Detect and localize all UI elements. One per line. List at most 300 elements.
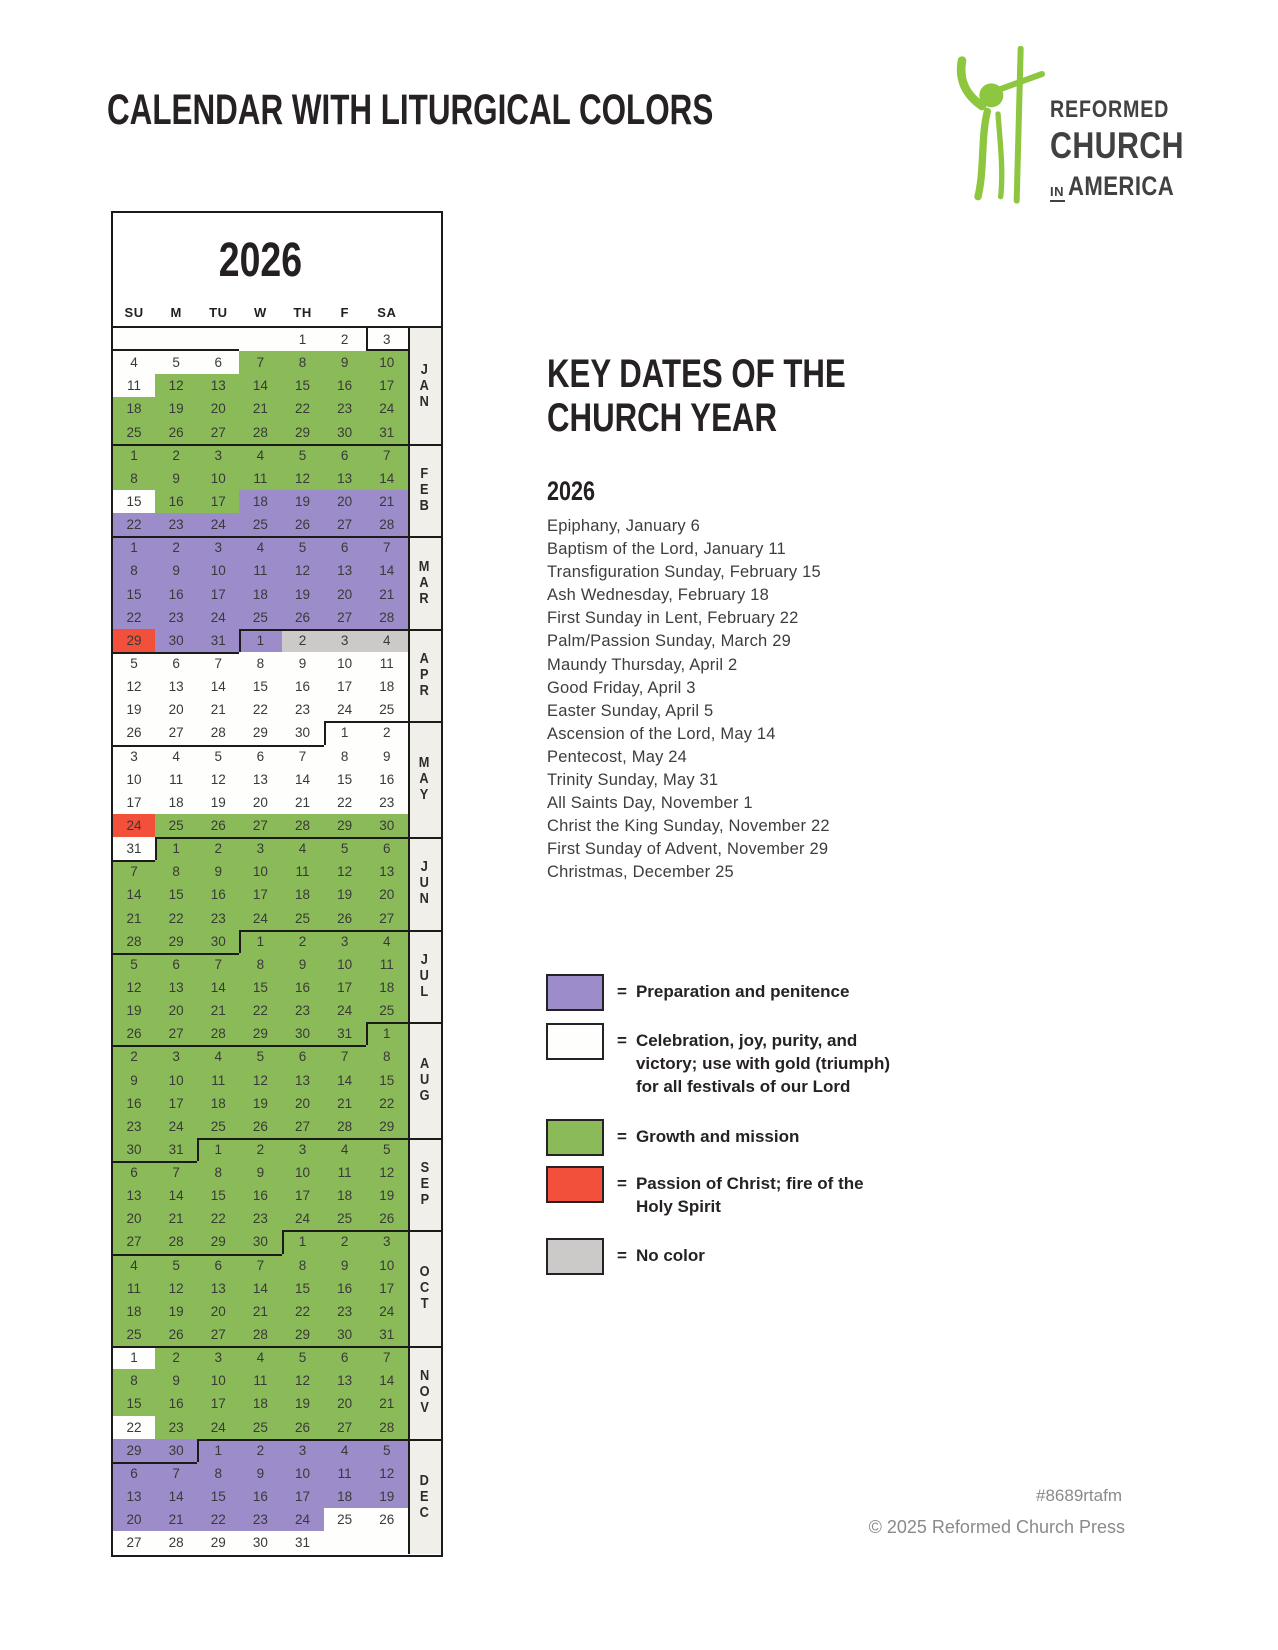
day-cell: 20 <box>282 1092 324 1115</box>
day-cell: 16 <box>324 374 366 397</box>
day-cell: 25 <box>197 1115 239 1138</box>
day-cell: 9 <box>324 1254 366 1277</box>
day-cell: 17 <box>197 583 239 606</box>
day-cell: 24 <box>155 1115 197 1138</box>
day-cell: 23 <box>324 1300 366 1323</box>
day-cell: 14 <box>155 1184 197 1207</box>
day-cell: 14 <box>366 1369 408 1392</box>
day-cell: 20 <box>324 1392 366 1415</box>
day-cell: 15 <box>366 1069 408 1092</box>
day-cell: 17 <box>324 675 366 698</box>
legend-swatch <box>546 1119 604 1156</box>
day-cell: 5 <box>239 1045 281 1068</box>
day-cell: 27 <box>324 513 366 536</box>
liturgical-calendar <box>111 211 443 1557</box>
day-cell: 9 <box>155 559 197 582</box>
day-cell: 27 <box>113 1230 155 1253</box>
day-cell: 20 <box>155 698 197 721</box>
day-cell: 16 <box>155 1392 197 1415</box>
day-cell: 10 <box>197 1369 239 1392</box>
day-cell: 9 <box>324 351 366 374</box>
day-cell: 4 <box>366 930 408 953</box>
day-cell: 25 <box>239 606 281 629</box>
day-cell: 21 <box>366 490 408 513</box>
day-cell: 27 <box>324 1416 366 1439</box>
day-cell: 14 <box>197 675 239 698</box>
day-cell: 21 <box>155 1207 197 1230</box>
day-cell: 25 <box>155 814 197 837</box>
day-cell: 2 <box>155 536 197 559</box>
day-cell: 8 <box>239 953 281 976</box>
day-cell: 14 <box>155 1485 197 1508</box>
day-cell: 1 <box>113 1346 155 1369</box>
day-cell: 18 <box>239 1392 281 1415</box>
day-cell: 31 <box>282 1531 324 1554</box>
day-cell: 4 <box>197 1045 239 1068</box>
day-cell: 5 <box>113 652 155 675</box>
month-label-feb <box>408 444 441 537</box>
day-cell: 26 <box>282 606 324 629</box>
day-cell: 13 <box>324 467 366 490</box>
day-cell: 25 <box>366 999 408 1022</box>
day-cell: 14 <box>197 976 239 999</box>
day-cell: 29 <box>239 1022 281 1045</box>
day-cell: 31 <box>113 837 155 860</box>
month-label-aug <box>408 1022 441 1138</box>
day-cell: 18 <box>155 791 197 814</box>
day-cell: 18 <box>324 1485 366 1508</box>
day-cell: 24 <box>239 907 281 930</box>
day-cell: 6 <box>324 444 366 467</box>
day-cell: 27 <box>113 1531 155 1554</box>
day-cell: 22 <box>113 606 155 629</box>
day-cell: 7 <box>197 953 239 976</box>
day-cell: 6 <box>324 536 366 559</box>
day-cell: 17 <box>366 374 408 397</box>
key-date-item: Christ the King Sunday, November 22 <box>547 817 830 836</box>
day-cell: 14 <box>113 883 155 906</box>
logo-line-church: CHURCH <box>1050 125 1184 166</box>
day-cell: 13 <box>324 1369 366 1392</box>
day-cell: 5 <box>282 536 324 559</box>
legend-item <box>546 1238 890 1275</box>
day-cell: 23 <box>239 1508 281 1531</box>
day-cell: 8 <box>155 860 197 883</box>
legend-label: Celebration, joy, purity, and victory; use with gold (triumph) for all festivals of our Lord <box>635 1031 890 1096</box>
legend-item <box>546 1023 890 1098</box>
day-cell: 30 <box>366 814 408 837</box>
day-cell: 20 <box>324 490 366 513</box>
day-cell: 12 <box>282 1369 324 1392</box>
day-cell: 16 <box>197 883 239 906</box>
key-date-item: Christmas, December 25 <box>547 863 734 882</box>
day-cell: 21 <box>239 1300 281 1323</box>
day-cell: 28 <box>239 1323 281 1346</box>
day-cell: 3 <box>239 837 281 860</box>
day-cell: 30 <box>282 721 324 744</box>
day-cell: 6 <box>113 1462 155 1485</box>
day-cell: 24 <box>197 606 239 629</box>
day-cell: 21 <box>197 999 239 1022</box>
day-cell: 24 <box>366 397 408 420</box>
day-cell: 21 <box>324 1092 366 1115</box>
day-cell: 3 <box>113 745 155 768</box>
day-cell: 12 <box>282 559 324 582</box>
day-cell: 16 <box>239 1184 281 1207</box>
day-cell: 3 <box>324 930 366 953</box>
day-cell: 15 <box>324 768 366 791</box>
day-cell: 14 <box>239 1277 281 1300</box>
legend-equals-sign: = <box>617 1174 627 1193</box>
day-cell: 12 <box>366 1462 408 1485</box>
day-cell: 18 <box>282 883 324 906</box>
key-date-item: Transfiguration Sunday, February 15 <box>547 563 821 582</box>
key-date-item: Pentecost, May 24 <box>547 747 688 766</box>
day-cell: 19 <box>282 583 324 606</box>
day-cell: 4 <box>324 1439 366 1462</box>
day-cell: 29 <box>282 1323 324 1346</box>
day-cell: 28 <box>113 930 155 953</box>
day-cell: 29 <box>197 1230 239 1253</box>
day-cell: 29 <box>282 421 324 444</box>
day-cell: 29 <box>113 629 155 652</box>
key-date-item: Easter Sunday, April 5 <box>547 701 714 720</box>
day-cell: 27 <box>155 721 197 744</box>
day-cell: 17 <box>324 976 366 999</box>
day-cell: 19 <box>282 490 324 513</box>
day-cell: 26 <box>282 1416 324 1439</box>
key-dates-list <box>547 515 987 885</box>
day-cell: 10 <box>155 1069 197 1092</box>
month-label-apr <box>408 629 441 722</box>
day-cell: 9 <box>282 652 324 675</box>
day-cell: 7 <box>239 1254 281 1277</box>
day-cell: 17 <box>366 1277 408 1300</box>
day-cell: 31 <box>197 629 239 652</box>
day-cell: 2 <box>155 1346 197 1369</box>
day-cell: 27 <box>324 606 366 629</box>
day-cell: 2 <box>197 837 239 860</box>
dow-label-sa: SA <box>377 304 397 320</box>
month-label-text: O C T <box>419 1264 430 1313</box>
day-cell: 8 <box>366 1045 408 1068</box>
day-cell: 2 <box>324 328 366 351</box>
blank-cell <box>155 328 197 351</box>
day-cell: 1 <box>239 930 281 953</box>
day-cell: 9 <box>239 1161 281 1184</box>
day-cell: 23 <box>155 1416 197 1439</box>
day-cell: 12 <box>155 1277 197 1300</box>
day-cell: 5 <box>282 1346 324 1369</box>
day-cell: 11 <box>197 1069 239 1092</box>
month-label-text: M A Y <box>419 755 430 804</box>
day-cell: 10 <box>324 953 366 976</box>
day-cell: 24 <box>324 999 366 1022</box>
day-cell: 28 <box>366 513 408 536</box>
day-cell: 18 <box>113 1300 155 1323</box>
day-cell: 8 <box>324 745 366 768</box>
day-cell: 28 <box>239 421 281 444</box>
legend-equals-sign: = <box>617 1031 627 1050</box>
day-cell: 5 <box>366 1439 408 1462</box>
day-cell: 13 <box>366 860 408 883</box>
day-cell: 5 <box>113 953 155 976</box>
day-cell: 30 <box>155 1439 197 1462</box>
day-cell: 2 <box>282 629 324 652</box>
day-cell: 12 <box>155 374 197 397</box>
key-date-item: Ascension of the Lord, May 14 <box>547 724 776 743</box>
day-cell: 16 <box>282 675 324 698</box>
day-cell: 15 <box>197 1485 239 1508</box>
day-cell: 6 <box>155 953 197 976</box>
legend-label: Preparation and penitence <box>635 982 850 1001</box>
day-cell: 1 <box>113 536 155 559</box>
day-cell: 21 <box>282 791 324 814</box>
key-dates-year: 2026 <box>547 476 596 506</box>
day-cell: 7 <box>324 1045 366 1068</box>
day-cell: 26 <box>366 1207 408 1230</box>
day-cell: 11 <box>113 374 155 397</box>
day-cell: 15 <box>239 675 281 698</box>
day-cell: 9 <box>197 860 239 883</box>
day-cell: 11 <box>113 1277 155 1300</box>
day-cell: 26 <box>155 1323 197 1346</box>
day-cell: 20 <box>155 999 197 1022</box>
day-cell: 30 <box>239 1531 281 1554</box>
day-cell: 26 <box>113 721 155 744</box>
day-cell: 7 <box>366 1346 408 1369</box>
day-cell: 3 <box>197 1346 239 1369</box>
month-label-text: D E C <box>419 1472 429 1521</box>
rca-logo <box>948 46 1198 206</box>
day-cell: 4 <box>239 536 281 559</box>
day-cell: 29 <box>366 1115 408 1138</box>
day-cell: 27 <box>366 907 408 930</box>
day-cell: 11 <box>366 953 408 976</box>
day-cell: 11 <box>239 1369 281 1392</box>
day-cell: 14 <box>282 768 324 791</box>
month-label-text: J U N <box>419 859 429 908</box>
day-cell: 2 <box>324 1230 366 1253</box>
item-code: #8689rtafm <box>1036 1486 1122 1505</box>
day-cell: 24 <box>197 513 239 536</box>
blank-cell <box>113 328 155 351</box>
month-label-text: N O V <box>419 1368 430 1417</box>
day-cell: 29 <box>113 1439 155 1462</box>
day-cell: 12 <box>197 768 239 791</box>
day-cell: 22 <box>113 1416 155 1439</box>
day-cell: 13 <box>239 768 281 791</box>
month-label-text: A U G <box>419 1056 430 1105</box>
legend-label: Passion of Christ; fire of the Holy Spirit <box>635 1174 864 1216</box>
day-cell: 6 <box>197 351 239 374</box>
day-cell: 10 <box>324 652 366 675</box>
day-cell: 22 <box>282 397 324 420</box>
day-cell: 28 <box>155 1230 197 1253</box>
day-cell: 24 <box>366 1300 408 1323</box>
day-cell: 25 <box>113 421 155 444</box>
day-cell: 5 <box>282 444 324 467</box>
day-cell: 13 <box>113 1184 155 1207</box>
day-cell: 6 <box>239 745 281 768</box>
day-cell: 8 <box>197 1462 239 1485</box>
day-cell: 7 <box>239 351 281 374</box>
month-label-sep <box>408 1138 441 1231</box>
day-cell: 3 <box>197 536 239 559</box>
day-cell: 5 <box>324 837 366 860</box>
day-cell: 4 <box>113 1254 155 1277</box>
dow-label-su: SU <box>124 304 144 320</box>
day-cell: 21 <box>197 698 239 721</box>
day-cell: 18 <box>113 397 155 420</box>
day-cell: 11 <box>366 652 408 675</box>
dow-label-w: W <box>254 304 267 320</box>
day-cell: 18 <box>239 583 281 606</box>
day-cell: 8 <box>282 1254 324 1277</box>
key-date-item: Trinity Sunday, May 31 <box>547 771 719 790</box>
day-cell: 7 <box>155 1161 197 1184</box>
day-cell: 26 <box>155 421 197 444</box>
day-cell: 17 <box>197 490 239 513</box>
day-cell: 2 <box>239 1138 281 1161</box>
month-label-text: S E P <box>420 1160 429 1209</box>
day-cell: 26 <box>113 1022 155 1045</box>
day-cell: 23 <box>155 513 197 536</box>
day-cell: 23 <box>282 999 324 1022</box>
blank-cell <box>197 328 239 351</box>
day-cell: 6 <box>282 1045 324 1068</box>
day-cell: 18 <box>239 490 281 513</box>
day-cell: 11 <box>239 559 281 582</box>
day-cell: 29 <box>324 814 366 837</box>
day-cell: 1 <box>155 837 197 860</box>
key-dates-section <box>547 352 987 885</box>
day-cell: 25 <box>113 1323 155 1346</box>
day-cell: 4 <box>366 629 408 652</box>
day-cell: 30 <box>113 1138 155 1161</box>
month-label-jun <box>408 837 441 930</box>
day-cell: 21 <box>113 907 155 930</box>
key-date-item: Maundy Thursday, April 2 <box>547 655 738 674</box>
day-cell: 3 <box>197 444 239 467</box>
day-cell: 24 <box>324 698 366 721</box>
day-cell: 18 <box>324 1184 366 1207</box>
day-cell: 17 <box>282 1485 324 1508</box>
day-cell: 8 <box>282 351 324 374</box>
day-cell: 1 <box>366 1022 408 1045</box>
day-cell: 20 <box>113 1508 155 1531</box>
day-cell: 26 <box>324 907 366 930</box>
day-cell: 15 <box>197 1184 239 1207</box>
day-cell: 6 <box>366 837 408 860</box>
day-cell: 13 <box>155 675 197 698</box>
day-cell: 5 <box>366 1138 408 1161</box>
day-cell: 3 <box>324 629 366 652</box>
day-cell: 5 <box>197 745 239 768</box>
rca-logo-mark-icon <box>948 46 1048 206</box>
day-cell: 25 <box>239 513 281 536</box>
day-cell: 19 <box>282 1392 324 1415</box>
day-cell: 11 <box>282 860 324 883</box>
day-cell: 4 <box>239 444 281 467</box>
day-cell: 20 <box>366 883 408 906</box>
day-cell: 22 <box>197 1508 239 1531</box>
legend-item <box>546 974 890 1011</box>
day-cell: 20 <box>113 1207 155 1230</box>
day-cell: 11 <box>324 1161 366 1184</box>
day-cell: 1 <box>239 629 281 652</box>
day-cell: 15 <box>155 883 197 906</box>
day-cell: 17 <box>155 1092 197 1115</box>
day-cell: 19 <box>239 1092 281 1115</box>
key-date-item: Palm/Passion Sunday, March 29 <box>547 632 791 651</box>
day-cell: 21 <box>366 1392 408 1415</box>
day-cell: 24 <box>197 1416 239 1439</box>
day-cell: 8 <box>197 1161 239 1184</box>
day-cell: 19 <box>155 1300 197 1323</box>
day-cell: 28 <box>155 1531 197 1554</box>
day-cell: 14 <box>239 374 281 397</box>
day-cell: 6 <box>197 1254 239 1277</box>
month-label-text: M A R <box>419 558 430 607</box>
day-cell: 2 <box>113 1045 155 1068</box>
day-cell: 7 <box>113 860 155 883</box>
day-cell: 1 <box>282 1230 324 1253</box>
day-cell: 30 <box>324 421 366 444</box>
day-cell: 9 <box>155 467 197 490</box>
day-cell: 8 <box>113 1369 155 1392</box>
day-cell: 19 <box>324 883 366 906</box>
day-cell: 7 <box>155 1462 197 1485</box>
day-cell: 12 <box>113 976 155 999</box>
dow-label-f: F <box>340 304 349 320</box>
day-cell: 27 <box>239 814 281 837</box>
day-cell: 30 <box>155 629 197 652</box>
day-cell: 23 <box>155 606 197 629</box>
day-cell: 16 <box>155 490 197 513</box>
day-cell: 19 <box>113 999 155 1022</box>
day-cell: 17 <box>197 1392 239 1415</box>
day-cell: 6 <box>155 652 197 675</box>
day-cell: 27 <box>197 1323 239 1346</box>
day-cell: 12 <box>239 1069 281 1092</box>
day-cell: 29 <box>197 1531 239 1554</box>
day-cell: 31 <box>324 1022 366 1045</box>
day-cell: 24 <box>282 1207 324 1230</box>
day-cell: 12 <box>113 675 155 698</box>
day-cell: 26 <box>197 814 239 837</box>
day-cell: 11 <box>239 467 281 490</box>
day-cell: 11 <box>155 768 197 791</box>
month-label-text: F E B <box>419 465 429 514</box>
legend-swatch <box>546 1238 604 1275</box>
day-cell: 22 <box>155 907 197 930</box>
day-cell: 31 <box>155 1138 197 1161</box>
day-cell: 16 <box>113 1092 155 1115</box>
day-cell: 10 <box>197 559 239 582</box>
day-cell: 7 <box>197 652 239 675</box>
day-cell: 9 <box>155 1369 197 1392</box>
day-cell: 22 <box>239 999 281 1022</box>
day-cell: 2 <box>155 444 197 467</box>
day-cell: 15 <box>282 1277 324 1300</box>
key-date-item: Ash Wednesday, February 18 <box>547 586 769 605</box>
day-cell: 6 <box>324 1346 366 1369</box>
logo-line-america: AMERICA <box>1068 171 1175 201</box>
logo-line-in: IN <box>1050 184 1065 202</box>
day-cell: 7 <box>366 444 408 467</box>
day-cell: 22 <box>366 1092 408 1115</box>
